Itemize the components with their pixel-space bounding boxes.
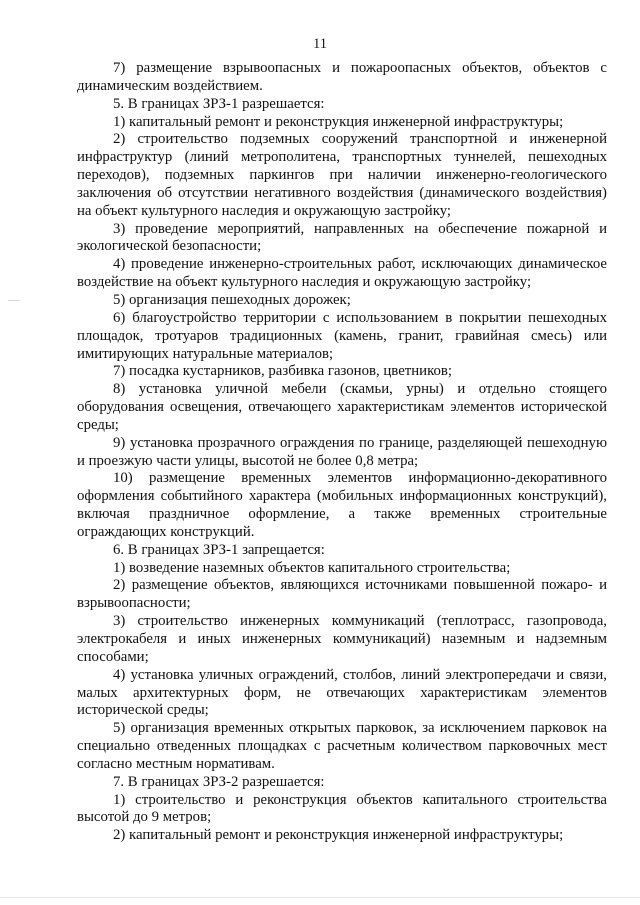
section-6-item-2: 2) размещение объектов, являющихся источниками повышенной пожаро- и взрывоопасности; [77, 577, 607, 612]
section-5-item-2: 2) строительство подземных сооружений транспортной и инженерной инфраструктур (линий метрополитена, транспортных туннелей, пешеходных переходов), подземных паркингов при наличии инженерно-геологического заключения об отсутствии негативного воздействия (динамического воздействия) на объект культурного наследия и окружающую застройку; [77, 131, 607, 219]
section-6-item-3: 3) строительство инженерных коммуникаций (теплотрасс, газопровода, электрокабеля и иных инженерных коммуникаций) наземным и надземным способами; [77, 613, 607, 665]
section-5-item-7: 7) посадка кустарников, разбивка газонов, цветников; [113, 363, 452, 380]
section-6-item-1: 1) возведение наземных объектов капитального строительства; [113, 559, 511, 576]
item-7-explosive-objects: 7) размещение взрывоопасных и пожароопасных объектов, объектов с динамическим воздействием. [77, 60, 607, 94]
section-5-item-6: 6) благоустройство территории с использованием в покрытии пешеходных площадок, тротуаров традиционных (камень, гранит, гравийная смесь) или имитирующих натуральные материалов; [77, 309, 607, 362]
section-5-heading: 5. В границах ЗРЗ-1 разрешается: [113, 95, 325, 112]
section-5-item-9: 9) установка прозрачного ограждения по границе, разделяющей пешеходную и проезжую части улицы, высотой не более 0,8 метра; [77, 434, 607, 469]
page-bottom-edge [0, 897, 640, 898]
section-5-item-5: 5) организация пешеходных дорожек; [113, 291, 351, 308]
section-7-item-1: 1) строительство и реконструкция объектов капитального строительства высотой до 9 метров; [77, 791, 607, 826]
page-number: 11 [312, 36, 328, 52]
document-body [77, 60, 607, 845]
section-7-item-2: 2) капитальный ремонт и реконструкция инженерной инфраструктуры; [113, 827, 564, 844]
section-5-item-4: 4) проведение инженерно-строительных работ, исключающих динамическое воздействие на объект культурного наследия и окружающую застройку; [77, 256, 607, 291]
section-5-item-3: 3) проведение мероприятий, направленных на обеспечение пожарной и экологической безопасности; [77, 220, 607, 255]
section-5-item-10: 10) размещение временных элементов информационно-декоративного оформления событийного характера (мобильных информационных конструкций), включая праздничное оформление, а также временных строительные ограждающих конструкций. [77, 470, 607, 540]
section-6-item-5: 5) организация временных открытых парковок, за исключением парковок на специально отведенных площадках с расчетным количеством парковочных мест согласно местным нормативам. [77, 720, 607, 772]
scan-artifact-mark [8, 300, 20, 301]
section-6-heading: 6. В границах ЗРЗ-1 запрещается: [113, 541, 325, 558]
section-6-item-4: 4) установка уличных ограждений, столбов, линий электропередачи и связи, малых архитектурных форм, не отвечающих характеристикам элементов исторической среды; [77, 666, 607, 719]
section-5-item-1: 1) капитальный ремонт и реконструкция инженерной инфраструктуры; [113, 113, 564, 130]
section-5-item-8: 8) установка уличной мебели (скамьи, урны) и отдельно стоящего оборудования освещения, отвечающего характеристикам элементов исторической среды; [77, 381, 607, 433]
section-7-heading: 7. В границах ЗРЗ-2 разрешается: [113, 773, 325, 790]
